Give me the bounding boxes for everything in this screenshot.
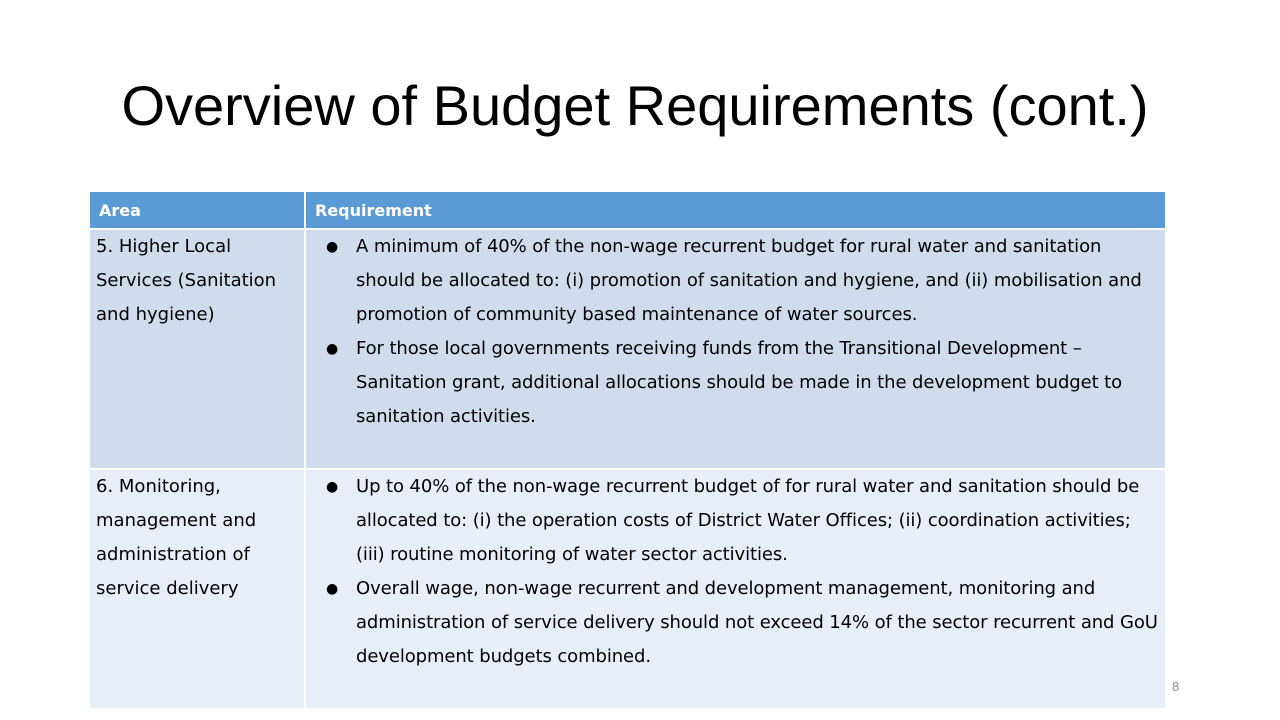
bullet-icon: ● [325,239,339,255]
requirement-text: Overall wage, non-wage recurrent and development management, monitoring and administration of service delivery should not exceed 14% of the sector recurrent and GoU development budgets combined. [356,578,1158,667]
column-header-area: Area [90,192,305,229]
requirement-item [322,572,1159,674]
area-cell: 6. Monitoring, management and administration of service delivery [90,469,305,708]
requirement-text: For those local governments receiving funds from the Transitional Development – Sanitation grant, additional allocations should be made in the development budget to sanitation activities. [356,338,1123,427]
table-row [90,229,1165,469]
area-cell: 5. Higher Local Services (Sanitation and hygiene) [90,229,305,469]
budget-requirements-table [90,192,1165,708]
slide-title: Overview of Budget Requirements (cont.) [121,74,1149,137]
requirement-list [312,230,1159,434]
bullet-icon: ● [325,341,339,357]
bullet-icon: ● [325,479,339,495]
requirement-text: A minimum of 40% of the non-wage recurrent budget for rural water and sanitation should be allocated to: (i) promotion of sanitation and hygiene, and (ii) mobilisation and promotion of community based maintenance of water sources. [356,236,1142,325]
requirement-item [322,230,1159,332]
table-header-row [90,192,1165,229]
requirement-cell [305,229,1165,469]
bullet-icon: ● [325,581,339,597]
table-row [90,469,1165,708]
requirement-cell [305,469,1165,708]
column-header-requirement: Requirement [305,192,1165,229]
requirement-text: Up to 40% of the non-wage recurrent budget of for rural water and sanitation should be allocated to: (i) the operation costs of District Water Offices; (ii) coordination activities; (iii) routine monitoring of water sector activities. [356,476,1140,565]
requirement-list [312,470,1159,674]
slide-number: 8 [1172,679,1180,694]
requirement-item [322,332,1159,434]
requirement-item [322,470,1159,572]
